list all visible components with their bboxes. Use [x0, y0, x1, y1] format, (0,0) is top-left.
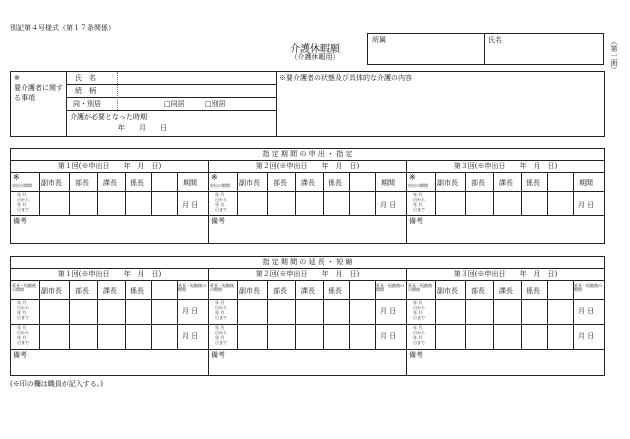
col-vice-mayor: 副市長 — [41, 179, 62, 187]
extension-right-caption: 延長・短縮後の期間 — [574, 283, 602, 293]
col-vice-mayor: 副市長 — [41, 287, 62, 295]
date-line: 年 月 — [215, 325, 225, 330]
col-period: 期間 — [381, 179, 395, 187]
col-chief: 係長 — [130, 287, 144, 295]
date-line: 日まで — [17, 315, 29, 320]
designation-period-caption: 申出の期間 — [12, 183, 32, 188]
date-line: 年 月 — [17, 300, 27, 305]
date-line: 年 月 — [17, 202, 27, 207]
date-line: 日から — [413, 330, 425, 335]
care-needed-date: 年 月 日 — [118, 124, 167, 132]
col-manager: 課長 — [103, 179, 117, 187]
designation-asterisk: ※ — [13, 173, 20, 182]
care-cohab-label: 同・別居 — [73, 100, 101, 108]
care-relation-label: 続 柄 — [75, 87, 96, 95]
remarks-label: 備考 — [409, 351, 423, 359]
care-name-label: 氏 名 — [75, 74, 96, 82]
designation-period-caption: 申出の期間 — [408, 183, 428, 188]
extension-title: 指 定 期 間 の 延 長 ・ 短 縮 — [262, 258, 353, 266]
col-vice-mayor: 副市長 — [437, 287, 458, 295]
date-line: 日から — [17, 305, 29, 310]
col-chief: 係長 — [526, 179, 540, 187]
side-label: （第一面） — [610, 38, 618, 73]
date-line: 日から — [413, 197, 425, 202]
month-day: 月 日 — [578, 332, 595, 340]
designation-block-2 — [209, 149, 406, 243]
footer-note: (※印の欄は職員が記入する。) — [10, 380, 103, 388]
designation-period-2: 第２回(※申出日 年 月 日) — [255, 162, 360, 170]
extension-block-1 — [11, 257, 208, 375]
date-line: 年 月 — [215, 202, 225, 207]
extension-left-caption: 延長・短縮後の期間 — [210, 283, 234, 293]
month-day: 月 日 — [380, 307, 397, 315]
form-number: 別記第４号様式（第１７条関係） — [10, 24, 115, 32]
date-line: 日から — [17, 330, 29, 335]
extension-period-1: 第１回(※申出日 年 月 日) — [57, 270, 162, 278]
care-asterisk: ※ — [14, 74, 20, 82]
cohab-same-checkbox[interactable]: □同居 — [164, 100, 185, 108]
col-director: 部長 — [273, 179, 287, 187]
date-line: 日から — [413, 305, 425, 310]
col-manager: 課長 — [499, 179, 513, 187]
form-subtitle: （介護休暇用） — [290, 53, 340, 61]
designation-block-1 — [11, 149, 208, 243]
applicant-box — [367, 33, 604, 65]
date-line: 年 月 — [413, 335, 423, 340]
col-director: 部長 — [75, 179, 89, 187]
designation-asterisk: ※ — [211, 173, 218, 182]
month-day: 月 日 — [380, 332, 397, 340]
extension-period-3: 第３回(※申出日 年 月 日) — [453, 270, 558, 278]
date-line: 年 月 — [413, 325, 423, 330]
col-chief: 係長 — [328, 287, 342, 295]
date-line: 年 月 — [215, 335, 225, 340]
extension-block-2 — [209, 257, 406, 375]
designation-section — [10, 148, 605, 244]
remarks-label: 備考 — [409, 217, 423, 225]
extension-left-caption: 延長・短縮後の期間 — [408, 283, 432, 293]
date-line: 年 月 — [17, 335, 27, 340]
cohab-separate-checkbox[interactable]: □別居 — [205, 100, 226, 108]
date-line: 年 月 — [413, 202, 423, 207]
care-state-label: ※要介護者の状態及び具体的な介護の内容 — [279, 74, 412, 82]
care-needed-label: 介護が必要となった時期 — [70, 113, 147, 121]
date-line: 日まで — [413, 315, 425, 320]
col-manager: 課長 — [103, 287, 117, 295]
form-title: 介護休暇願 — [290, 44, 340, 55]
remarks-label: 備考 — [211, 351, 225, 359]
designation-asterisk: ※ — [409, 173, 416, 182]
extension-section — [10, 256, 605, 376]
extension-right-caption: 延長・短縮後の期間 — [376, 283, 404, 293]
date-line: 日まで — [215, 315, 227, 320]
date-line: 日から — [17, 197, 29, 202]
extension-right-caption: 延長・短縮後の期間 — [178, 283, 206, 293]
date-line: 年 月 — [17, 325, 27, 330]
date-line: 日から — [215, 330, 227, 335]
col-chief: 係長 — [328, 179, 342, 187]
month-day: 月 日 — [182, 201, 199, 209]
month-day: 月 日 — [182, 332, 199, 340]
remarks-label: 備考 — [13, 351, 27, 359]
date-line: 日まで — [17, 340, 29, 345]
col-vice-mayor: 副市長 — [239, 179, 260, 187]
date-line: 年 月 — [215, 192, 225, 197]
date-line: 年 月 — [413, 310, 423, 315]
care-target-section — [10, 71, 605, 137]
col-chief: 係長 — [130, 179, 144, 187]
col-director: 部長 — [75, 287, 89, 295]
col-director: 部長 — [471, 179, 485, 187]
col-vice-mayor: 副市長 — [239, 287, 260, 295]
month-day: 月 日 — [380, 201, 397, 209]
care-target-label: 要介護者に関する事項 — [14, 84, 63, 102]
col-manager: 課長 — [499, 287, 513, 295]
col-period: 期間 — [183, 179, 197, 187]
col-manager: 課長 — [301, 287, 315, 295]
date-line: 日まで — [215, 340, 227, 345]
dept-label: 所属 — [372, 36, 386, 44]
col-chief: 係長 — [526, 287, 540, 295]
designation-period-caption: 申出の期間 — [210, 183, 230, 188]
date-line: 年 月 — [413, 300, 423, 305]
date-line: 年 月 — [17, 310, 27, 315]
date-line: 日まで — [413, 340, 425, 345]
designation-block-3 — [407, 149, 604, 243]
name-label: 氏名 — [488, 36, 502, 44]
month-day: 月 日 — [578, 201, 595, 209]
month-day: 月 日 — [578, 307, 595, 315]
date-line: 年 月 — [215, 300, 225, 305]
extension-block-3 — [407, 257, 604, 375]
remarks-label: 備考 — [13, 217, 27, 225]
remarks-label: 備考 — [211, 217, 225, 225]
extension-period-2: 第２回(※申出日 年 月 日) — [255, 270, 360, 278]
col-period: 期間 — [579, 179, 593, 187]
month-day: 月 日 — [182, 307, 199, 315]
designation-period-3: 第３回(※申出日 年 月 日) — [453, 162, 558, 170]
designation-period-1: 第１回(※申出日 年 月 日) — [57, 162, 162, 170]
date-line: 日から — [215, 197, 227, 202]
designation-title: 指 定 期 間 の 申 出 ・ 指 定 — [262, 150, 353, 158]
date-line: 日から — [215, 305, 227, 310]
date-line: 日まで — [17, 207, 29, 212]
col-vice-mayor: 副市長 — [437, 179, 458, 187]
date-line: 年 月 — [413, 192, 423, 197]
date-line: 年 月 — [17, 192, 27, 197]
col-manager: 課長 — [301, 179, 315, 187]
date-line: 日まで — [413, 207, 425, 212]
extension-left-caption: 延長・短縮後の期間 — [12, 283, 36, 293]
date-line: 日まで — [215, 207, 227, 212]
col-director: 部長 — [273, 287, 287, 295]
date-line: 年 月 — [215, 310, 225, 315]
col-director: 部長 — [471, 287, 485, 295]
